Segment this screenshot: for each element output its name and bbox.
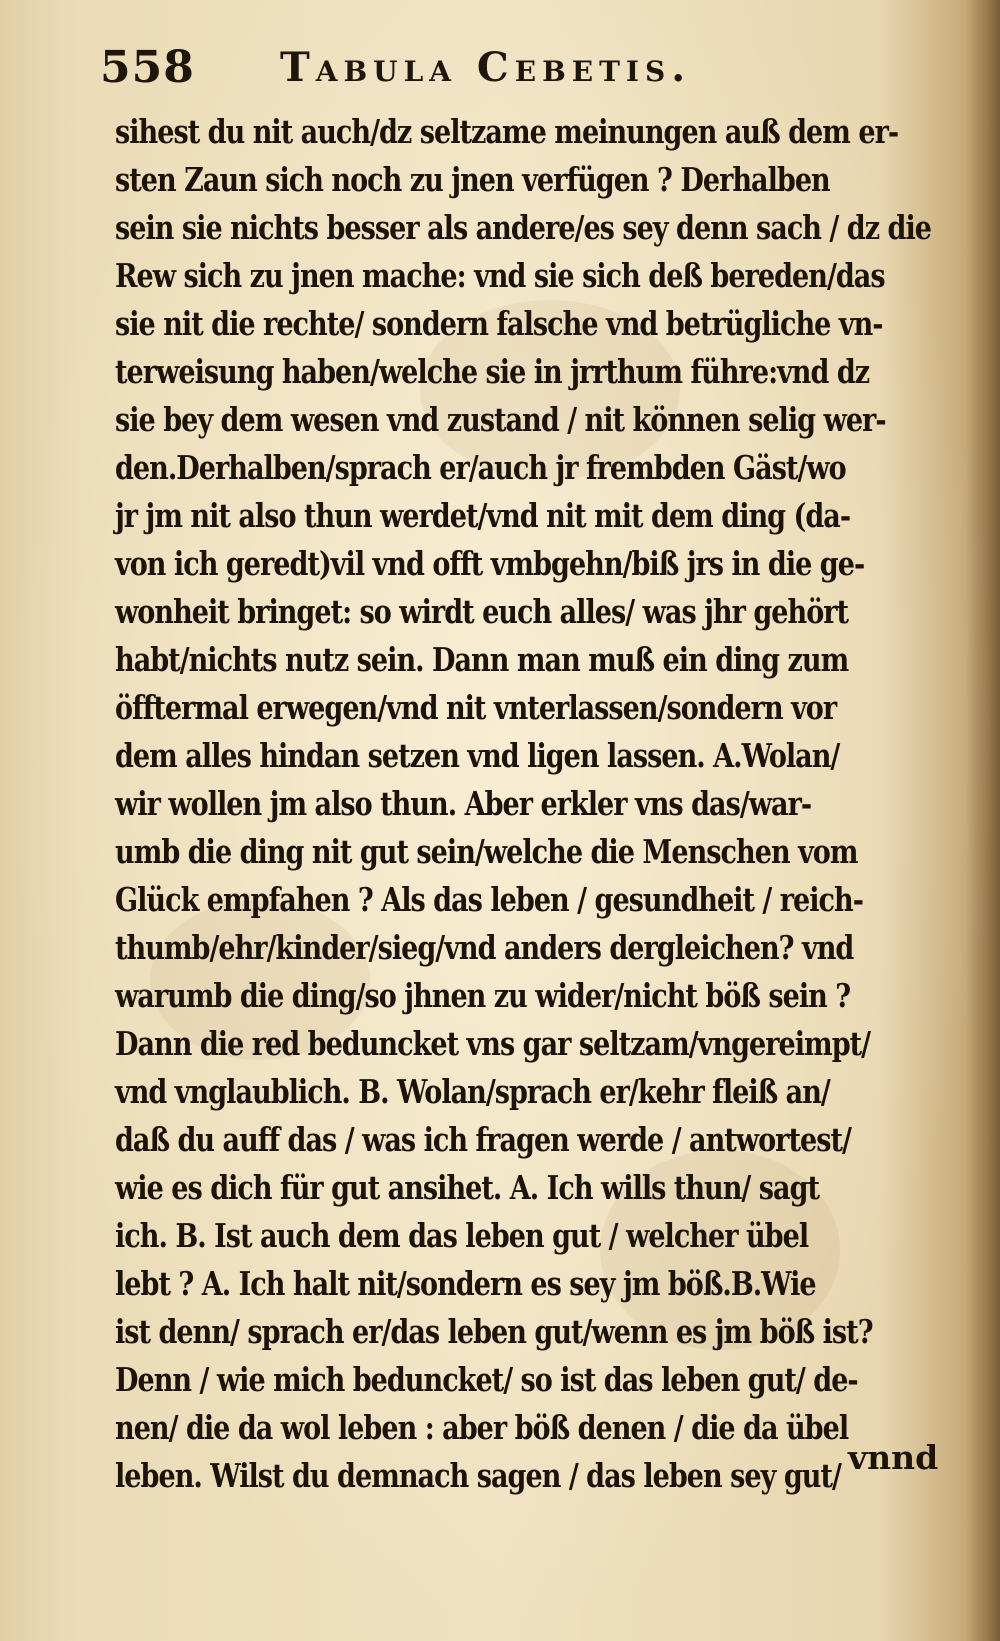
text-line: Denn / wie mich beduncket/ so ist das leben gut/ de- [115, 1360, 858, 1399]
page-number: 558 [100, 42, 195, 93]
text-line: wie es dich für gut ansihet. A. Ich wills thun/ sagt [115, 1168, 820, 1207]
text-line: vnd vnglaublich. B. Wolan/sprach er/kehr fleiß an/ [115, 1072, 830, 1111]
text-line: Glück empfahen ? Als das leben / gesundheit / reich- [115, 880, 863, 919]
text-line: sein sie nichts besser als andere/es sey denn sach / dz die [115, 208, 932, 247]
text-line: Rew sich zu jnen mache: vnd sie sich deß bereden/das [115, 256, 885, 295]
text-line: Dann die red beduncket vns gar seltzam/vngereimpt/ [115, 1024, 871, 1063]
text-line: ich. B. Ist auch dem das leben gut / welcher übel [115, 1216, 809, 1255]
text-line: terweisung haben/welche sie in jrrthum führe:vnd dz [115, 352, 870, 391]
text-line: sten Zaun sich noch zu jnen verfügen ? Derhalben [115, 160, 830, 199]
text-line: ist denn/ sprach er/das leben gut/wenn es jm böß ist? [115, 1312, 873, 1351]
text-line: sie bey dem wesen vnd zustand / nit können selig wer- [115, 400, 886, 439]
text-line: umb die ding nit gut sein/welche die Menschen vom [115, 832, 858, 871]
text-line: lebt ? A. Ich halt nit/sondern es sey jm böß.B.Wie [115, 1264, 816, 1303]
text-line: sihest du nit auch/dz seltzame meinungen auß dem er- [115, 112, 899, 151]
text-line: leben. Wilst du demnach sagen / das leben sey gut/ [115, 1456, 841, 1495]
text-line: dem alles hindan setzen vnd ligen lassen. A.Wolan/ [115, 736, 840, 775]
text-line: habt/nichts nutz sein. Dann man muß ein ding zum [115, 640, 849, 679]
body-text [115, 108, 945, 1500]
page-edge-shadow [966, 0, 1000, 1641]
catchword: vnnd [848, 1438, 939, 1477]
text-line: den.Derhalben/sprach er/auch jr frembden Gäst/wo [115, 448, 846, 487]
text-line: von ich geredt)vil vnd offt vmbgehn/biß jrs in die ge- [115, 544, 865, 583]
text-line: wonheit bringet: so wirdt euch alles/ was jhr gehört [115, 592, 849, 631]
text-line: thumb/ehr/kinder/sieg/vnd anders dergleichen? vnd [115, 928, 854, 967]
text-line: sie nit die rechte/ sondern falsche vnd betrügliche vn- [115, 304, 883, 343]
running-title: Tabula Cebetis. [280, 44, 692, 91]
text-line: daß du auff das / was ich fragen werde / antwortest/ [115, 1120, 851, 1159]
text-line: nen/ die da wol leben : aber böß denen / die da übel [115, 1408, 849, 1447]
text-line: warumb die ding/so jhnen zu wider/nicht böß sein ? [115, 976, 851, 1015]
text-line: wir wollen jm also thun. Aber erkler vns das/war- [115, 784, 812, 823]
page-header [100, 42, 940, 102]
text-line: jr jm nit also thun werdet/vnd nit mit dem ding (da- [115, 496, 851, 535]
text-line: öfftermal erwegen/vnd nit vnterlassen/sondern vor [115, 688, 837, 727]
